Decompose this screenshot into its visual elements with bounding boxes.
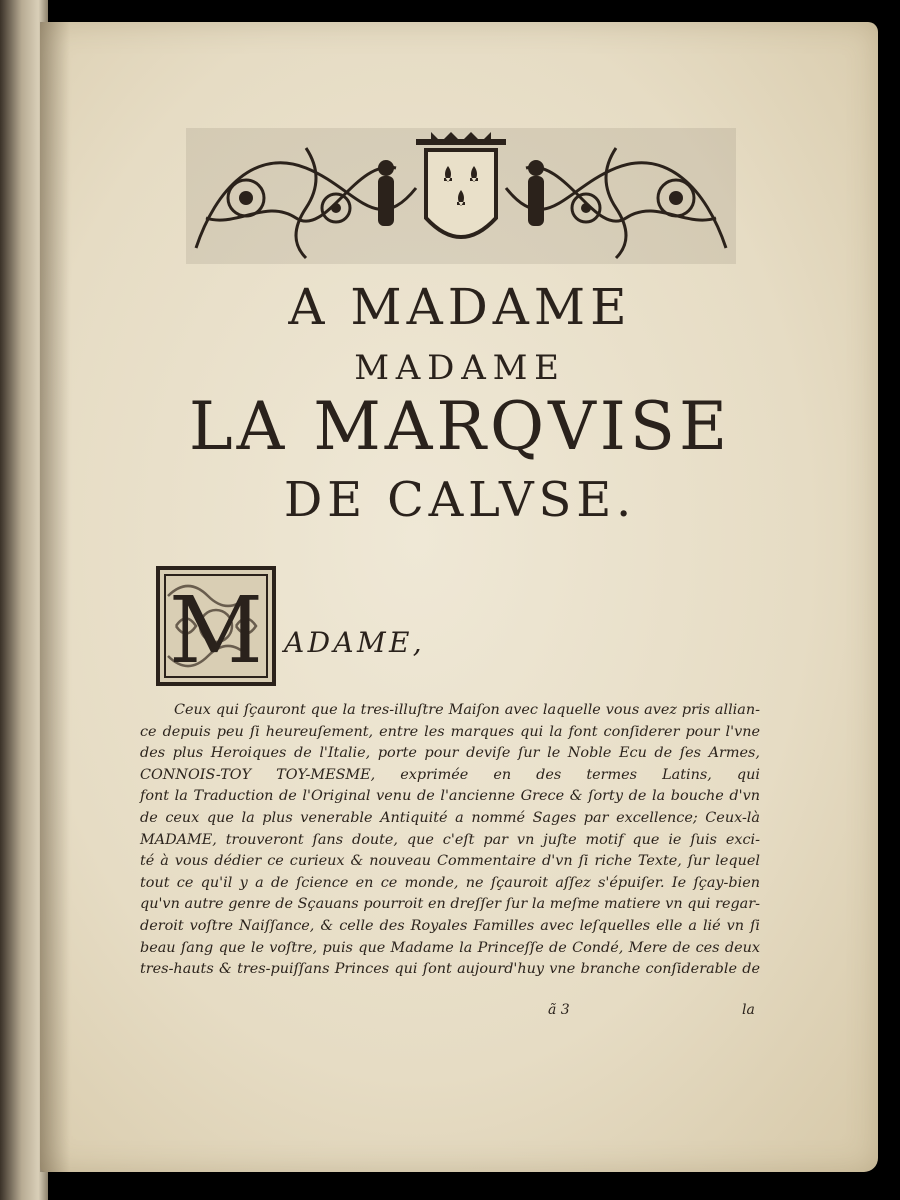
dedication-body [140, 700, 760, 981]
body-line: CONNOIS-TOY TOY-MESME, exprimée en des termes Latins, qui [140, 766, 760, 783]
body-line: qu'vn autre genre de Sçauans pourroit en dreſſer ſur la meſme matiere vn qui regar- [140, 896, 760, 913]
body-line: MADAME, trouveront ſans doute, que c'eſt par vn juſte motif que ie ſuis exci- [140, 831, 760, 848]
body-line: tout ce qu'il y a de ſcience en ce monde, ne ſçauroit aſſez s'épuiſer. Ie ſçay-bien [140, 874, 760, 891]
title-line-1: A MADAME [288, 278, 632, 336]
body-line: beau ſang que le voſtre, puis que Madame la Princeſſe de Condé, Mere de ces deux [140, 939, 760, 956]
dropcap-letter: M [168, 577, 264, 684]
body-line: des plus Heroiques de l'Italie, porte pour deviſe ſur le Noble Ecu de ſes Armes, [140, 745, 760, 762]
catchword: la [742, 1002, 755, 1018]
title-line-2: MADAME [354, 348, 566, 388]
signature-mark: ã 3 [548, 1002, 570, 1018]
title-line-3: LA MARQVISE [188, 388, 732, 465]
gutter-shadow [40, 22, 70, 1172]
salutation: ADAME, [284, 626, 426, 659]
body-line: ce depuis peu ſi heureuſement, entre les marques qui la font conſiderer pour l'vne [140, 723, 760, 740]
body-line: font la Traduction de l'Original venu de l'ancienne Grece & ſorty de la bouche d'vn [140, 788, 760, 805]
body-line: tres-hauts & tres-puiſſans Princes qui ſont aujourd'huy vne branche conſiderable de [140, 961, 760, 978]
body-line: deroit voſtre Naiſſance, & celle des Royales Familles avec leſquelles elle a lié vn ſi [140, 917, 760, 934]
decorated-initial-icon [156, 566, 276, 686]
fleur-de-lis-headpiece-icon [186, 128, 736, 264]
title-line-4: DE CALVSE. [283, 472, 637, 528]
body-line: té à vous dédier ce curieux & nouveau Commentaire d'vn ſi riche Texte, ſur lequel [140, 853, 760, 870]
body-line: de ceux que la plus venerable Antiquité a nommé Sages par excellence; Ceux-là [140, 809, 760, 826]
body-line: Ceux qui ſçauront que la tres-illuſtre Maiſon avec laquelle vous avez pris allian- [174, 702, 760, 718]
